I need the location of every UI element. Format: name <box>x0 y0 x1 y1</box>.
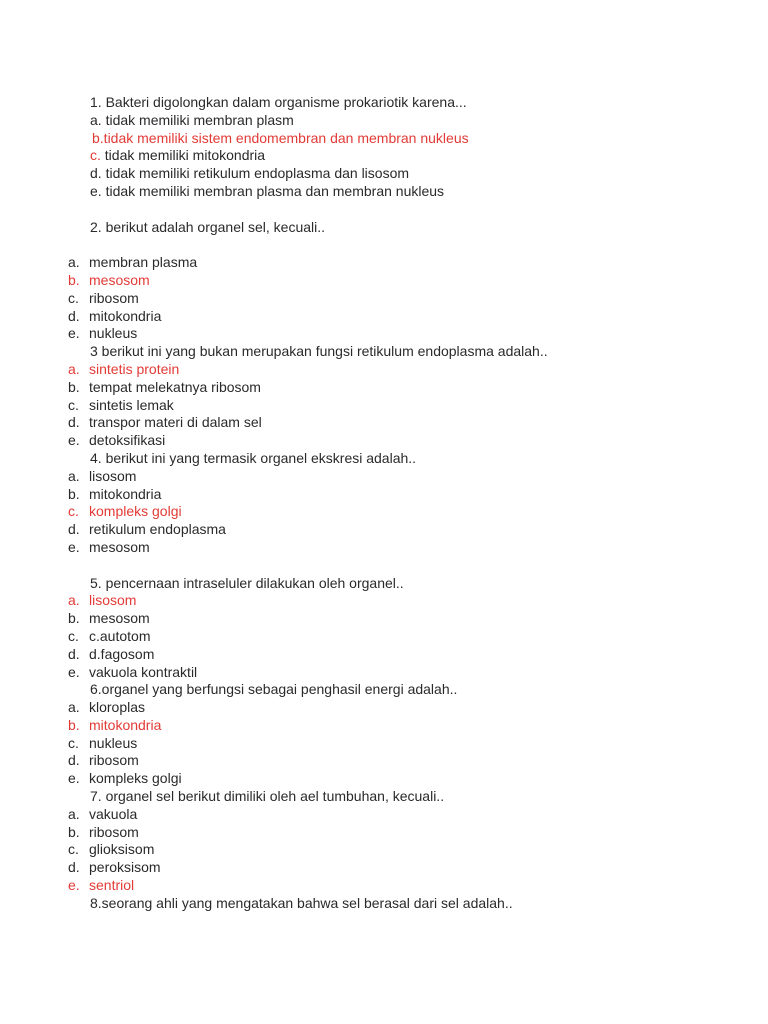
option-letter: e. <box>68 663 80 680</box>
option <box>0 397 768 415</box>
option-letter: a. <box>68 467 80 484</box>
option-text: transpor materi di dalam sel <box>89 414 262 431</box>
option-letter: c. <box>68 503 79 520</box>
option-letter: e. <box>68 770 80 787</box>
option-answer <box>0 717 768 735</box>
option-answer <box>0 877 768 895</box>
option-1b-answer: b.tidak memiliki sistem endomembran dan membran nukleus <box>92 129 469 146</box>
option-letter: a. <box>68 360 80 377</box>
option-text: sintetis lemak <box>89 396 174 413</box>
option-text: ribosom <box>89 289 139 306</box>
option-letter: d. <box>68 521 80 538</box>
option <box>0 699 768 717</box>
option-1d: d. tidak memiliki retikulum endoplasma dan lisosom <box>90 165 410 182</box>
blank-line <box>0 236 768 254</box>
option-1c <box>0 147 768 165</box>
option-letter: b. <box>68 378 80 395</box>
option-text: retikulum endoplasma <box>89 521 226 538</box>
option-letter: c. <box>68 396 79 413</box>
blank-line <box>0 557 768 575</box>
question-3: 3 berikut ini yang bukan merupakan fungsi retikulum endoplasma adalah.. <box>90 343 548 360</box>
option-letter: b. <box>68 271 80 288</box>
option-letter: c. <box>68 627 79 644</box>
option <box>0 752 768 770</box>
blank-line <box>0 201 768 219</box>
option-text: vakuola kontraktil <box>89 663 198 680</box>
option <box>0 521 768 539</box>
option <box>0 628 768 646</box>
option-text: d.fagosom <box>89 645 155 662</box>
option <box>0 432 768 450</box>
option-letter: b. <box>68 485 80 502</box>
option-text: kloroplas <box>89 699 146 716</box>
option-letter: d. <box>68 752 80 769</box>
option <box>0 290 768 308</box>
option-letter: e. <box>68 432 80 449</box>
option-answer <box>0 272 768 290</box>
question-5: 5. pencernaan intraseluler dilakukan oleh organel.. <box>90 574 404 591</box>
option-text: kompleks golgi <box>89 503 182 520</box>
option-letter: c. <box>68 289 79 306</box>
option-text: peroksisom <box>89 859 161 876</box>
option-letter: b. <box>68 716 80 733</box>
option-letter: a. <box>68 254 80 271</box>
option-letter: c. <box>68 734 79 751</box>
option-text: sentriol <box>89 877 135 894</box>
option <box>0 646 768 664</box>
option <box>0 770 768 788</box>
option <box>0 806 768 824</box>
option <box>0 308 768 326</box>
option-letter: d. <box>68 645 80 662</box>
option <box>0 486 768 504</box>
option-text: mitokondria <box>89 716 162 733</box>
option <box>0 325 768 343</box>
option-text: lisosom <box>89 467 137 484</box>
option <box>0 379 768 397</box>
option-text: mesosom <box>89 610 150 627</box>
option <box>0 824 768 842</box>
option <box>0 539 768 557</box>
option-answer <box>0 361 768 379</box>
option-text: c.autotom <box>89 627 151 644</box>
option <box>0 414 768 432</box>
option <box>0 859 768 877</box>
option-letter: c. <box>68 841 79 858</box>
option-letter: d. <box>68 307 80 324</box>
option <box>0 735 768 753</box>
option-text: nukleus <box>89 325 138 342</box>
option-text: kompleks golgi <box>89 770 182 787</box>
option-letter: a. <box>68 592 80 609</box>
option-text: detoksifikasi <box>89 432 166 449</box>
option-letter: a. <box>68 699 80 716</box>
option-letter: d. <box>68 859 80 876</box>
option <box>0 841 768 859</box>
question-6: 6.organel yang berfungsi sebagai penghasil energi adalah.. <box>90 681 458 698</box>
option-text: ribosom <box>89 823 139 840</box>
option <box>0 664 768 682</box>
question-8: 8.seorang ahli yang mengatakan bahwa sel berasal dari sel adalah.. <box>90 894 513 911</box>
option-letter: d. <box>68 414 80 431</box>
quiz-document <box>0 94 768 913</box>
option-text: mitokondria <box>89 307 162 324</box>
option-letter: e. <box>68 877 80 894</box>
option <box>0 610 768 628</box>
option-letter: a. <box>68 805 80 822</box>
option-letter: c. <box>90 147 101 164</box>
option <box>0 254 768 272</box>
option-text: sintetis protein <box>89 360 180 377</box>
option-letter: b. <box>68 823 80 840</box>
option-text: mesosom <box>89 271 150 288</box>
option-text: ribosom <box>89 752 139 769</box>
option-letter: e. <box>68 325 80 342</box>
option-text: glioksisom <box>89 841 155 858</box>
question-7: 7. organel sel berikut dimiliki oleh ael tumbuhan, kecuali.. <box>90 788 445 805</box>
option-letter: b. <box>68 610 80 627</box>
question-1: 1. Bakteri digolongkan dalam organisme prokariotik karena... <box>90 94 467 110</box>
option-text: nukleus <box>89 734 138 751</box>
option-letter: e. <box>68 538 80 555</box>
option-1e: e. tidak memiliki membran plasma dan membran nukleus <box>90 182 445 199</box>
question-2: 2. berikut adalah organel sel, kecuali.. <box>90 218 326 235</box>
option-text: membran plasma <box>89 254 198 271</box>
option-answer <box>0 503 768 521</box>
option-text: tempat melekatnya ribosom <box>89 378 261 395</box>
option-text: lisosom <box>89 592 137 609</box>
option <box>0 468 768 486</box>
option-1a: a. tidak memiliki membran plasm <box>90 111 294 128</box>
option-answer <box>0 592 768 610</box>
option-text: vakuola <box>89 805 138 822</box>
option-text: tidak memiliki mitokondria <box>100 147 266 164</box>
option-text: mesosom <box>89 538 150 555</box>
option-text: mitokondria <box>89 485 162 502</box>
question-4: 4. berikut ini yang termasik organel ekskresi adalah.. <box>90 449 417 466</box>
